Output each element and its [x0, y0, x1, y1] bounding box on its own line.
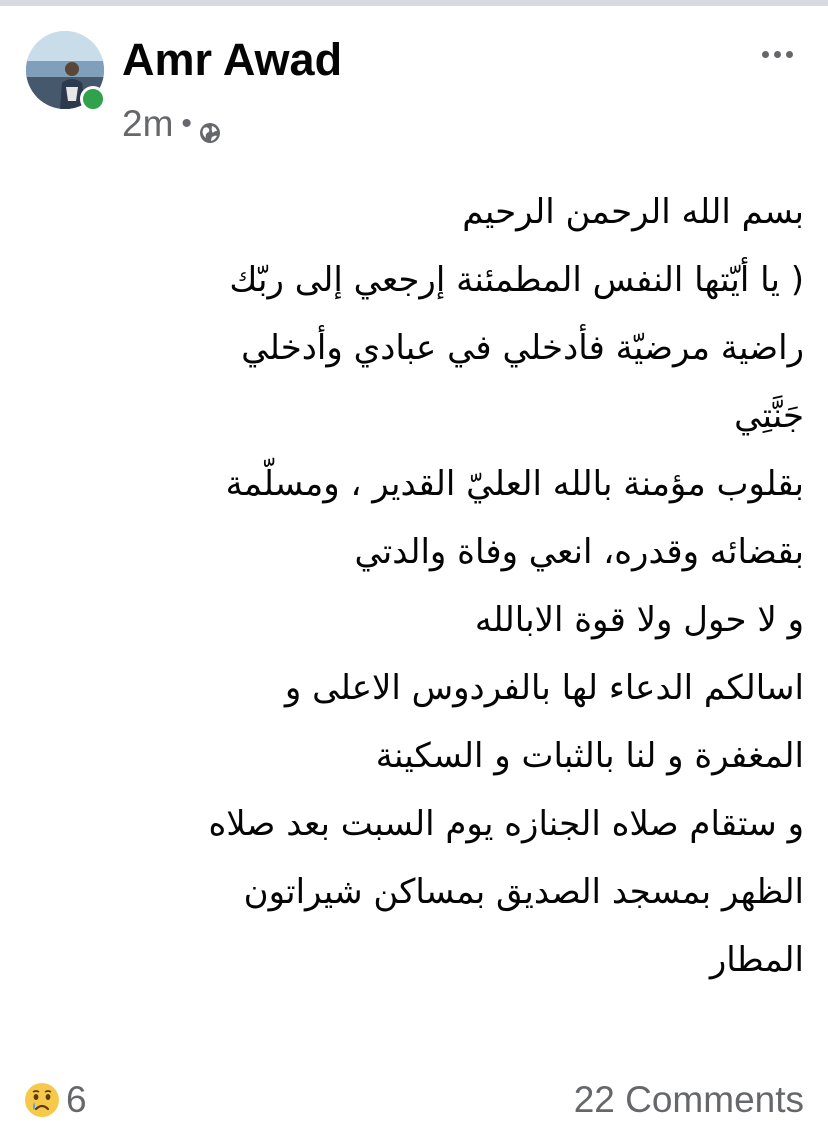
post-timestamp[interactable]: 2m	[122, 103, 174, 144]
post-text-line: راضية مرضيّة فأدخلي في عبادي وأدخلي	[241, 328, 804, 368]
post-meta	[122, 102, 222, 146]
post-text-line: المطار	[709, 940, 804, 980]
sad-face-icon	[24, 1082, 60, 1118]
post-text-line: الظهر بمسجد الصديق بمساكن شيراتون	[243, 872, 804, 912]
post-text	[22, 178, 804, 994]
post-text-line: بقلوب مؤمنة بالله العليّ القدير ، ومسلّمة	[225, 464, 804, 504]
reactions-summary[interactable]	[24, 1078, 87, 1122]
comments-count-link[interactable]: 22 Comments	[573, 1079, 804, 1120]
post-header	[0, 6, 828, 146]
post-text-line: ( يا أيّتها النفس المطمئنة إرجعي إلى ربّك	[229, 260, 804, 300]
meta-separator: •	[181, 107, 192, 140]
globe-icon[interactable]	[198, 112, 222, 136]
post-text-line: بسم الله الرحمن الرحيم	[462, 192, 804, 232]
author-name[interactable]: Amr Awad	[122, 34, 343, 85]
post-text-line: جَنَّتِي	[734, 396, 804, 436]
post-text-line: المغفرة و لنا بالثبات و السكينة	[375, 736, 804, 776]
post-text-line: بقضائه وقدره، انعي وفاة والدتي	[354, 532, 804, 572]
post-text-line: و ستقام صلاه الجنازه يوم السبت بعد صلاه	[208, 804, 804, 844]
post-footer	[0, 1070, 828, 1130]
more-options-button[interactable]	[748, 36, 806, 72]
online-status-indicator	[80, 86, 106, 112]
more-options-icon	[786, 51, 793, 58]
post-text-line: اسالكم الدعاء لها بالفردوس الاعلى و	[284, 668, 804, 708]
more-options-icon	[762, 51, 769, 58]
more-options-icon	[774, 51, 781, 58]
post-text-line: و لا حول ولا قوة الابالله	[474, 600, 804, 640]
reaction-count: 6	[66, 1079, 87, 1120]
